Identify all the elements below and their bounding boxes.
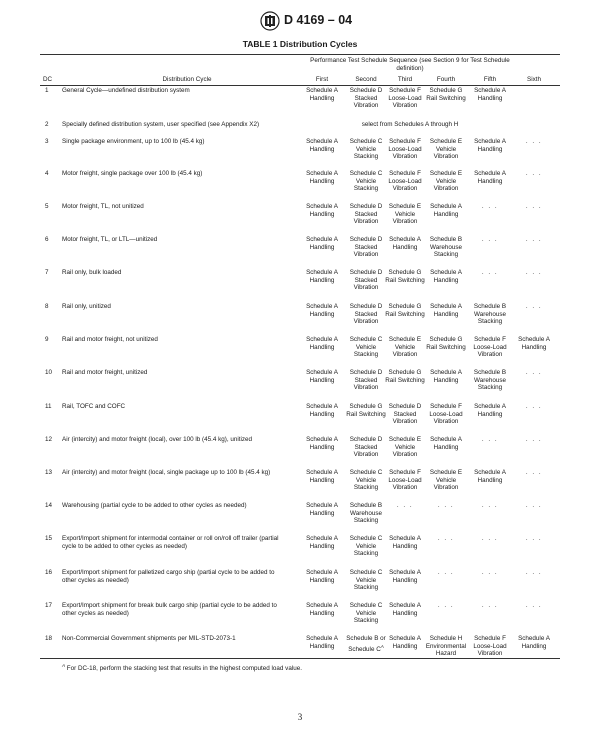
schedule-cell: Schedule D Stacked Vibration — [349, 236, 383, 259]
schedule-cell: Schedule E Vehicle Vibration — [429, 170, 463, 193]
dc-number: 3 — [45, 138, 49, 145]
schedule-cell: Schedule A Handling — [389, 635, 421, 650]
table-title: TABLE 1 Distribution Cycles — [242, 39, 358, 49]
schedule-cell: Schedule A Handling — [306, 236, 338, 251]
schedule-cell: Schedule G Rail Switching — [346, 403, 386, 418]
schedule-cell: Schedule G Rail Switching — [385, 369, 425, 384]
schedule-cell: . . . — [481, 203, 499, 210]
distribution-cycle-description: Export/Import shipment for intermodal container or roll on/roll off trailer (partial cycle to be added to other cycles as needed) — [62, 535, 279, 550]
distribution-cycle-description: Motor freight, single package over 100 lb (45.4 kg) — [62, 170, 203, 177]
schedule-cell: Schedule D Stacked Vibration — [388, 403, 422, 426]
schedule-cell: Schedule A Handling — [306, 269, 338, 284]
schedule-cell: . . . — [525, 138, 543, 145]
schedule-cell: Schedule A Handling — [306, 602, 338, 617]
table-bottom-rule — [40, 658, 560, 659]
schedule-cell: Schedule A Handling — [430, 269, 462, 284]
schedule-cell: . . . — [437, 502, 455, 509]
schedule-cell: Schedule A Handling — [389, 602, 421, 617]
distribution-cycle-description: Air (intercity) and motor freight (local, single package up to 100 lb (45.4 kg) — [62, 469, 271, 476]
schedule-cell: . . . — [437, 535, 455, 542]
schedule-cell: . . . — [525, 369, 543, 376]
schedule-cell: Schedule G Rail Switching — [385, 269, 425, 284]
schedule-cell: Schedule C Vehicle Stacking — [349, 569, 383, 592]
schedule-cell: . . . — [481, 502, 499, 509]
schedule-cell-text: Schedule B or Schedule C — [346, 635, 386, 653]
schedule-cell: . . . — [525, 469, 543, 476]
schedule-cell: Schedule A Handling — [306, 87, 338, 102]
schedule-cell: Schedule E Vehicle Vibration — [388, 336, 422, 359]
dc-number: 8 — [45, 303, 49, 310]
schedule-cell: . . . — [525, 303, 543, 310]
schedule-cell: Schedule F Loose-Load Vibration — [388, 469, 422, 492]
schedule-cell: Schedule D Stacked Vibration — [349, 203, 383, 226]
dc-number: 14 — [45, 502, 53, 509]
schedule-cell: Schedule A Handling — [474, 87, 506, 102]
schedule-cell: Schedule A Handling — [306, 203, 338, 218]
schedule-span-note: select from Schedules A through H — [361, 121, 459, 128]
schedule-cell: Schedule C Vehicle Stacking — [349, 336, 383, 359]
column-header-first: First — [315, 76, 329, 83]
schedule-cell: Schedule A Handling — [306, 635, 338, 650]
schedule-cell: Schedule A Handling — [389, 535, 421, 550]
dc-number: 15 — [45, 535, 53, 542]
footnote-marker: A — [62, 663, 66, 668]
distribution-cycle-description: Air (intercity) and motor freight (local), over 100 lb (45.4 kg), unitized — [62, 436, 253, 443]
schedule-cell: Schedule A Handling — [430, 369, 462, 384]
distribution-cycle-description: Export/Import shipment for palletized cargo ship (partial cycle to be added to other cycles as needed) — [62, 569, 275, 584]
dc-number: 9 — [45, 336, 49, 343]
schedule-cell: Schedule D Stacked Vibration — [349, 436, 383, 459]
header-bottom-rule — [40, 85, 560, 86]
dc-number: 7 — [45, 269, 49, 276]
schedule-cell: Schedule A Handling — [306, 336, 338, 351]
distribution-cycle-description: Rail and motor freight, not unitized — [62, 336, 158, 343]
schedule-cell: Schedule F Loose-Load Vibration — [473, 635, 507, 658]
schedule-cell: Schedule E Vehicle Vibration — [388, 203, 422, 226]
schedule-cell: . . . — [481, 269, 499, 276]
schedule-cell: Schedule F Loose-Load Vibration — [429, 403, 463, 426]
schedule-cell: Schedule B Warehouse Stacking — [429, 236, 463, 259]
schedule-cell: Schedule G Rail Switching — [426, 336, 466, 351]
schedule-cell: Schedule A Handling — [518, 635, 550, 650]
column-header-dc: DC — [43, 76, 53, 83]
dc-number: 5 — [45, 203, 49, 210]
footnote-text: For DC-18, perform the stacking test that results in the highest computed load value. — [66, 665, 302, 673]
distribution-cycle-description: Rail and motor freight, unitized — [62, 369, 148, 376]
astm-logo-icon — [260, 11, 280, 31]
schedule-cell: . . . — [437, 569, 455, 576]
table-footnote — [62, 663, 302, 672]
distribution-cycle-description: Motor freight, TL, not unitized — [62, 203, 144, 210]
schedule-cell: . . . — [525, 436, 543, 443]
column-header-third: Third — [397, 76, 413, 83]
column-header-cycle: Distribution Cycle — [162, 76, 212, 83]
schedule-cell: Schedule A Handling — [306, 170, 338, 185]
schedule-cell: Schedule A Handling — [430, 303, 462, 318]
schedule-cell: Schedule D Stacked Vibration — [349, 303, 383, 326]
dc-number: 11 — [45, 403, 52, 410]
schedule-cell: . . . — [525, 403, 543, 410]
dc-number: 16 — [45, 569, 53, 576]
column-header-fourth: Fourth — [436, 76, 456, 83]
dc-number: 6 — [45, 236, 49, 243]
schedule-cell: Schedule F Loose-Load Vibration — [388, 138, 422, 161]
distribution-cycle-description: General Cycle—undefined distribution system — [62, 87, 190, 94]
dc-number: 1 — [45, 87, 49, 94]
schedule-cell: Schedule A Handling — [306, 303, 338, 318]
schedule-cell: Schedule B Warehouse Stacking — [473, 369, 507, 392]
schedule-cell: Schedule G Rail Switching — [426, 87, 466, 102]
distribution-cycle-description: Rail, TOFC and COFC — [62, 403, 126, 410]
dc-number: 18 — [45, 635, 53, 642]
schedule-cell: . . . — [525, 535, 543, 542]
schedule-cell: Schedule A Handling — [306, 535, 338, 550]
dc-number: 13 — [45, 469, 53, 476]
schedule-cell: Schedule H Environmental Hazard — [425, 635, 467, 658]
schedule-cell: . . . — [525, 569, 543, 576]
schedule-cell: Schedule B Warehouse Stacking — [473, 303, 507, 326]
schedule-cell: . . . — [481, 569, 499, 576]
schedule-cell: Schedule A Handling — [430, 203, 462, 218]
schedule-cell: . . . — [525, 269, 543, 276]
schedule-cell: Schedule A Handling — [474, 170, 506, 185]
distribution-cycle-description: Single package environment, up to 100 lb (45.4 kg) — [62, 138, 205, 145]
schedule-cell: Schedule A Handling — [430, 436, 462, 451]
distribution-cycle-description: Specially defined distribution system, user specified (see Appendix X2) — [62, 121, 260, 128]
schedule-cell: . . . — [481, 436, 499, 443]
schedule-cell: Schedule A Handling — [306, 436, 338, 451]
schedule-cell — [344, 635, 388, 653]
schedule-cell: . . . — [396, 502, 414, 509]
document-id: D 4169 – 04 — [284, 13, 353, 27]
schedule-cell: Schedule E Vehicle Vibration — [388, 436, 422, 459]
schedule-cell: . . . — [481, 602, 499, 609]
schedule-cell: Schedule D Stacked Vibration — [349, 87, 383, 110]
table-top-rule — [40, 54, 560, 55]
schedule-cell: . . . — [525, 236, 543, 243]
schedule-cell: Schedule A Handling — [389, 569, 421, 584]
dc-number: 10 — [45, 369, 53, 376]
schedule-cell: Schedule F Loose-Load Vibration — [473, 336, 507, 359]
schedule-cell: Schedule A Handling — [306, 569, 338, 584]
column-header-second: Second — [355, 76, 377, 83]
schedule-cell: Schedule A Handling — [306, 403, 338, 418]
schedule-cell: Schedule C Vehicle Stacking — [349, 602, 383, 625]
dc-number: 4 — [45, 170, 49, 177]
distribution-cycle-description: Export/Import shipment for break bulk cargo ship (partial cycle to be added to other cycles as needed) — [62, 602, 277, 617]
schedule-cell: Schedule C Vehicle Stacking — [349, 535, 383, 558]
schedule-cell: Schedule F Loose-Load Vibration — [388, 170, 422, 193]
schedule-cell: . . . — [481, 535, 499, 542]
schedule-cell: . . . — [525, 602, 543, 609]
schedule-cell: Schedule D Stacked Vibration — [349, 269, 383, 292]
schedule-cell: Schedule A Handling — [306, 469, 338, 484]
schedule-cell: Schedule A Handling — [306, 502, 338, 517]
schedule-cell: . . . — [481, 236, 499, 243]
column-header-fifth: Fifth — [483, 76, 497, 83]
dc-number: 2 — [45, 121, 49, 128]
schedule-cell: Schedule A Handling — [306, 138, 338, 153]
footnote-ref: A — [380, 643, 384, 649]
schedule-cell: Schedule C Vehicle Stacking — [349, 170, 383, 193]
schedule-cell: Schedule B Warehouse Stacking — [349, 502, 383, 525]
distribution-cycle-description: Motor freight, TL, or LTL—unitized — [62, 236, 158, 243]
schedule-cell: Schedule A Handling — [474, 469, 506, 484]
schedule-cell: Schedule A Handling — [474, 403, 506, 418]
dc-number: 17 — [45, 602, 53, 609]
schedule-cell: Schedule E Vehicle Vibration — [429, 138, 463, 161]
distribution-cycle-description: Non-Commercial Government shipments per MIL-STD-2073-1 — [62, 635, 236, 642]
schedule-cell: . . . — [525, 170, 543, 177]
page-number: 3 — [297, 712, 303, 722]
schedule-cell: Schedule G Rail Switching — [385, 303, 425, 318]
column-header-sixth: Sixth — [527, 76, 541, 83]
schedule-cell: Schedule A Handling — [306, 369, 338, 384]
schedule-cell: . . . — [437, 602, 455, 609]
performance-header: Performance Test Schedule Sequence (see Section 9 for Test Schedule definition) — [310, 57, 510, 72]
schedule-cell: Schedule C Vehicle Stacking — [349, 138, 383, 161]
schedule-cell: Schedule E Vehicle Vibration — [429, 469, 463, 492]
distribution-cycle-description: Rail only, unitized — [62, 303, 111, 310]
schedule-cell: Schedule C Vehicle Stacking — [349, 469, 383, 492]
distribution-cycle-description: Rail only, bulk loaded — [62, 269, 122, 276]
distribution-cycle-description: Warehousing (partial cycle to be added to other cycles as needed) — [62, 502, 247, 509]
schedule-cell: . . . — [525, 502, 543, 509]
schedule-cell: Schedule A Handling — [518, 336, 550, 351]
schedule-cell: Schedule A Handling — [474, 138, 506, 153]
schedule-cell: Schedule D Stacked Vibration — [349, 369, 383, 392]
schedule-cell: . . . — [525, 203, 543, 210]
document-header — [0, 8, 600, 34]
schedule-cell: Schedule A Handling — [389, 236, 421, 251]
schedule-cell: Schedule F Loose-Load Vibration — [388, 87, 422, 110]
dc-number: 12 — [45, 436, 53, 443]
